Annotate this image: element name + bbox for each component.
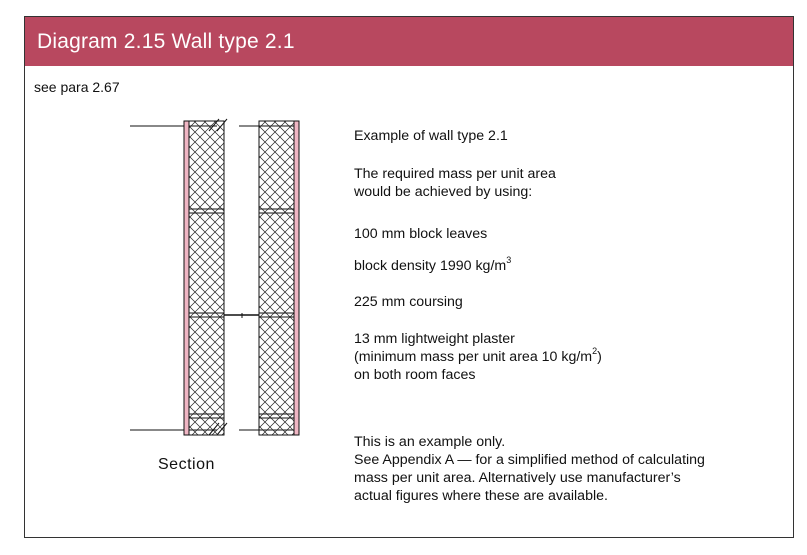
right-plaster-layer bbox=[294, 121, 299, 435]
intro-text bbox=[354, 165, 556, 201]
spec-plaster-line-1: 13 mm lightweight plaster bbox=[354, 331, 515, 347]
section-label: Section bbox=[158, 456, 215, 473]
para-reference: see para 2.67 bbox=[34, 79, 120, 95]
example-heading-text: Example of wall type 2.1 bbox=[354, 128, 508, 144]
spec-plaster bbox=[354, 330, 602, 384]
footer-line-2: See Appendix A — for a simplified method of calculating bbox=[354, 452, 705, 468]
spec-block-leaves bbox=[354, 225, 487, 243]
spec-coursing-text: 225 mm coursing bbox=[354, 294, 463, 310]
footer-line-1: This is an example only. bbox=[354, 434, 506, 450]
footer-line-3: mass per unit area. Alternatively use manufacturer’s bbox=[354, 470, 681, 486]
left-block-leaf bbox=[189, 121, 224, 435]
footer-line-4: actual figures where these are available. bbox=[354, 488, 608, 504]
left-plaster-layer bbox=[184, 121, 189, 435]
wall-tie bbox=[224, 313, 259, 318]
intro-line-2: would be achieved by using: bbox=[354, 184, 533, 200]
spec-coursing bbox=[354, 293, 463, 311]
diagram-title: Diagram 2.15 Wall type 2.1 bbox=[25, 17, 793, 66]
spec-plaster-line-3: on both room faces bbox=[354, 367, 476, 383]
right-block-leaf bbox=[259, 121, 294, 435]
spec-block-density-text: block density 1990 $kg/m^3$ bbox=[354, 255, 512, 274]
spec-block-density bbox=[354, 257, 511, 275]
spec-plaster-line-2: (minimum mass per unit area 10 $kg/m^2$) bbox=[354, 346, 602, 365]
footer-note bbox=[354, 433, 705, 505]
diagram-frame bbox=[24, 16, 794, 538]
spec-block-leaves-text: 100 mm block leaves bbox=[354, 226, 488, 242]
example-heading bbox=[354, 127, 508, 145]
wall-section-drawing bbox=[130, 117, 300, 439]
intro-line-1: The required mass per unit area bbox=[354, 166, 556, 182]
